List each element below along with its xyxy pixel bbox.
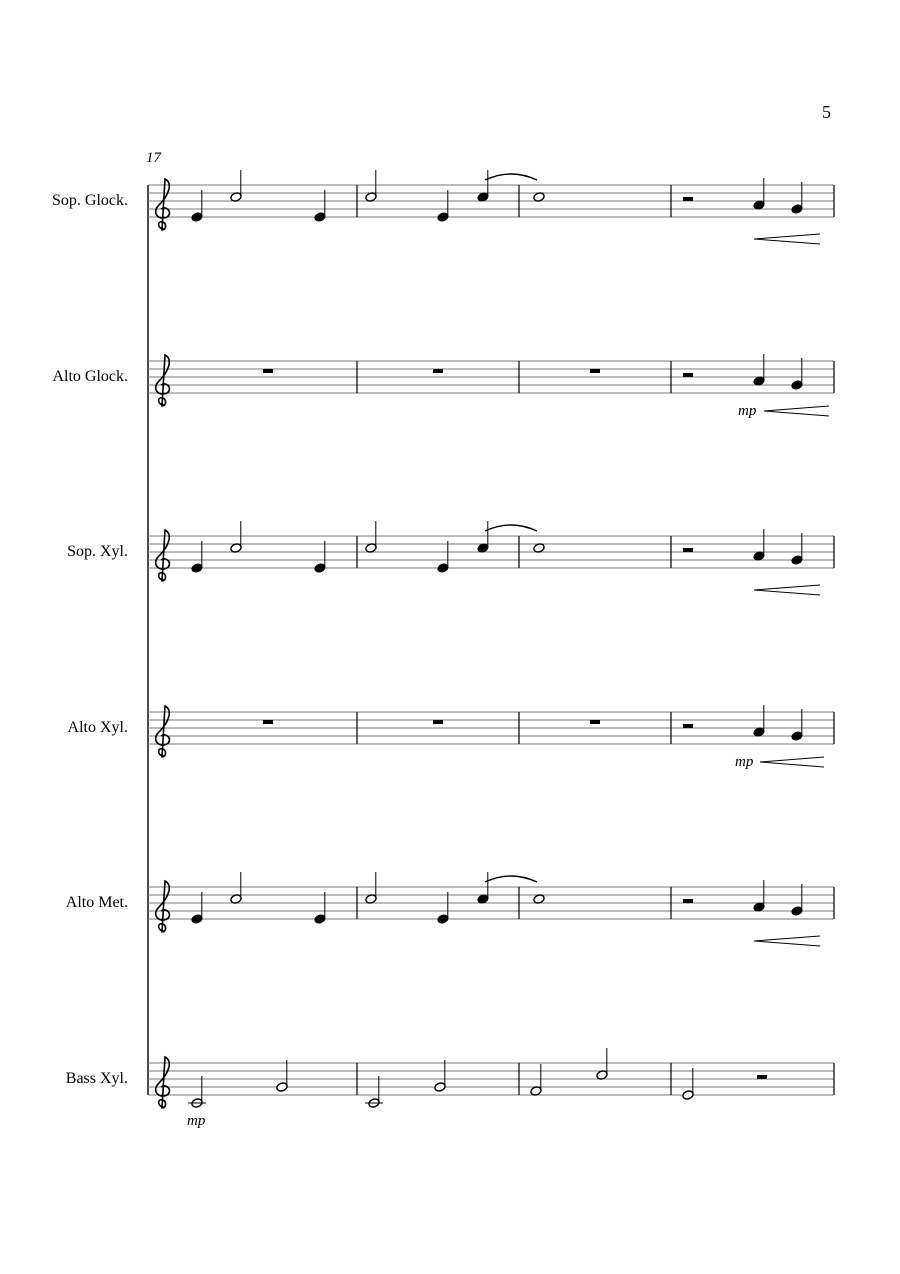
tie <box>485 876 537 882</box>
staff-label-alto-xyl: Alto Xyl. <box>67 719 128 736</box>
staff-label-bass-xyl: Bass Xyl. <box>65 1070 128 1087</box>
page-number: 5 <box>822 102 831 122</box>
half-rest <box>683 197 693 201</box>
staff-label-alto-met: Alto Met. <box>65 894 128 911</box>
whole-rest <box>433 720 443 724</box>
half-rest <box>683 724 693 728</box>
treble-clef <box>156 530 170 581</box>
staff-label-alto-glock: Alto Glock. <box>52 368 128 385</box>
half-rest <box>683 373 693 377</box>
treble-clef <box>156 881 170 932</box>
crescendo-hairpin <box>754 585 820 595</box>
dynamic-marking: mp <box>735 754 754 770</box>
dynamic-marking: mp <box>738 403 757 419</box>
whole-rest <box>263 369 273 373</box>
staff-label-sop-xyl: Sop. Xyl. <box>67 543 128 560</box>
treble-clef <box>156 355 170 406</box>
crescendo-hairpin <box>754 234 820 244</box>
crescendo-hairpin <box>754 936 820 946</box>
tie <box>485 525 537 531</box>
whole-rest <box>590 720 600 724</box>
whole-rest <box>433 369 443 373</box>
whole-rest <box>590 369 600 373</box>
crescendo-hairpin <box>760 757 824 767</box>
treble-clef <box>156 706 170 757</box>
measure-number: 17 <box>146 150 161 166</box>
whole-rest <box>263 720 273 724</box>
half-rest <box>683 548 693 552</box>
staff-label-sop-glock: Sop. Glock. <box>52 192 128 209</box>
half-rest <box>757 1075 767 1079</box>
treble-clef <box>156 1057 170 1108</box>
dynamic-marking: mp <box>187 1113 206 1129</box>
tie <box>485 174 537 180</box>
crescendo-hairpin <box>764 406 829 416</box>
treble-clef <box>156 179 170 230</box>
half-rest <box>683 899 693 903</box>
